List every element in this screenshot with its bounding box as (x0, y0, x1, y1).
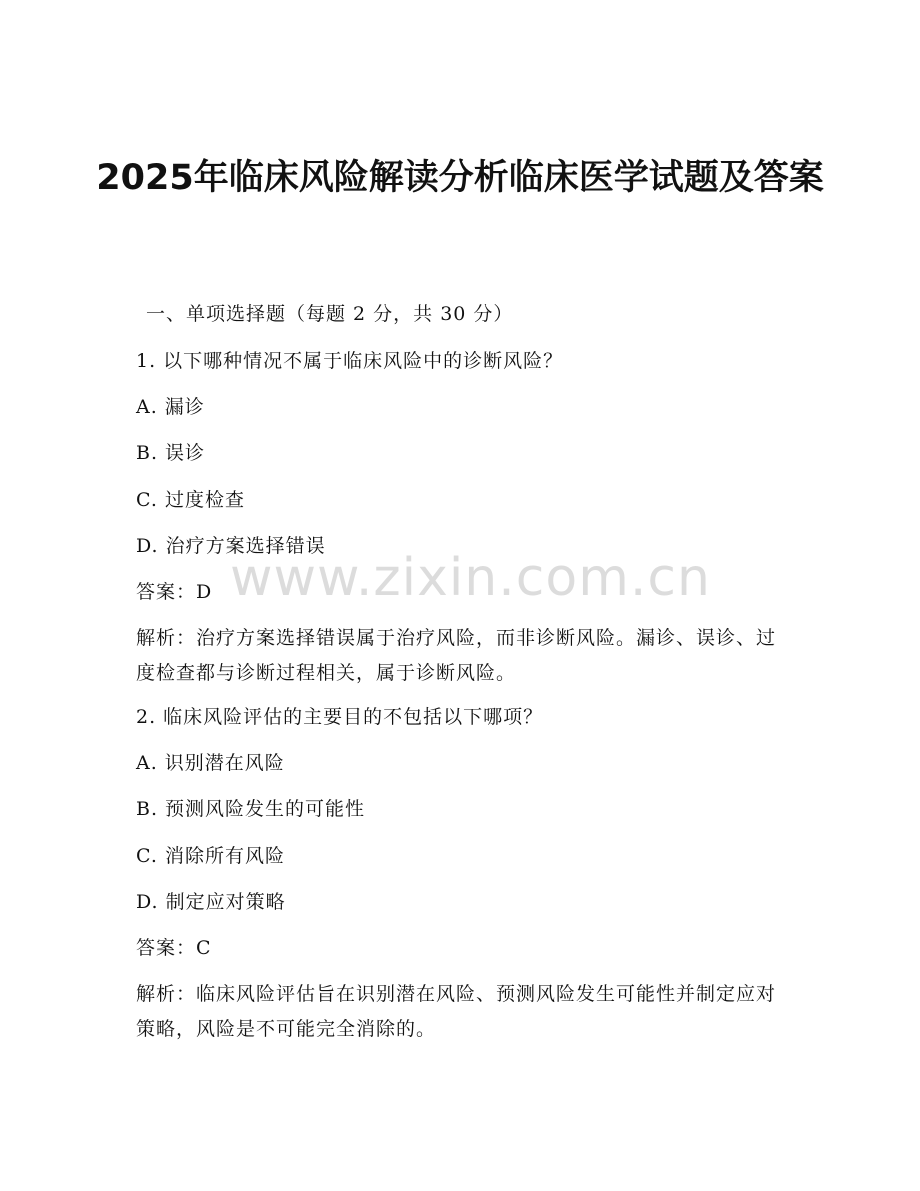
section-heading: 一、单项选择题（每题 2 分，共 30 分） (146, 303, 514, 325)
question-1-option-c: C. 过度检查 (136, 489, 245, 511)
question-2-option-c: C. 消除所有风险 (136, 845, 285, 867)
question-2-analysis: 解析：临床风险评估旨在识别潜在风险、预测风险发生可能性并制定应对策略，风险是不可能完全消除的。 (136, 983, 777, 1040)
question-2-option-a: A. 识别潜在风险 (136, 752, 285, 774)
question-2-answer: 答案：C (136, 937, 212, 959)
question-2-option-b: B. 预测风险发生的可能性 (136, 798, 366, 820)
document-title: 2025年临床风险解读分析临床医学试题及答案 (96, 158, 824, 198)
question-1-stem: 1. 以下哪种情况不属于临床风险中的诊断风险？ (136, 350, 564, 372)
question-1-option-b: B. 误诊 (136, 442, 206, 464)
question-1-answer: 答案：D (136, 581, 213, 603)
question-2-stem: 2. 临床风险评估的主要目的不包括以下哪项？ (136, 706, 544, 728)
question-1-analysis: 解析：治疗方案选择错误属于治疗风险，而非诊断风险。漏诊、误诊、过度检查都与诊断过程相关，属于诊断风险。 (136, 627, 777, 684)
question-1-option-d: D. 治疗方案选择错误 (136, 535, 326, 557)
question-2-option-d: D. 制定应对策略 (136, 891, 286, 913)
watermark: www.zixin.com.cn (230, 548, 711, 608)
question-1-option-a: A. 漏诊 (136, 396, 205, 418)
